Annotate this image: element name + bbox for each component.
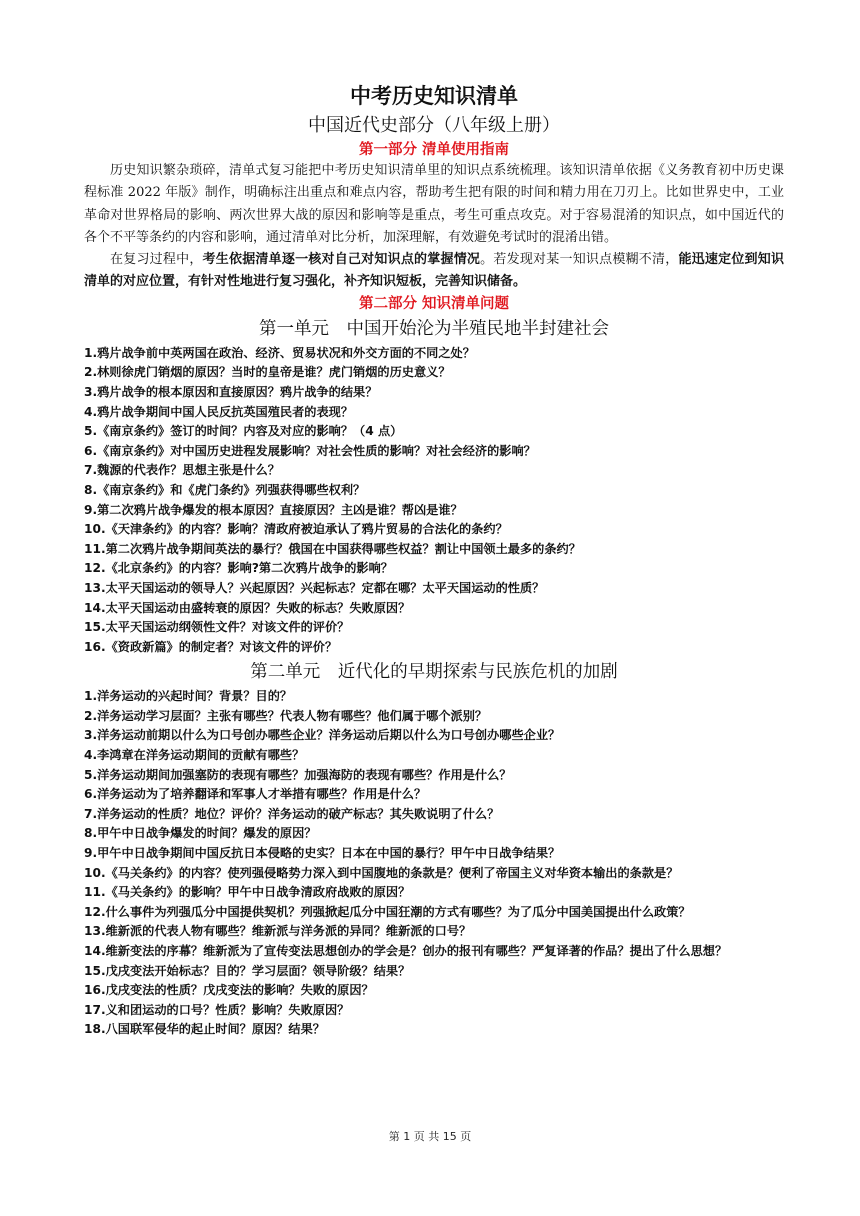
part2-heading: 第二部分 知识清单问题	[358, 295, 510, 312]
question-item: 14.太平天国运动由盛转衰的原因？失败的标志？失败原因？	[84, 600, 411, 615]
question-item: 4.李鸿章在洋务运动期间的贡献有哪些？	[84, 748, 305, 763]
question-item: 1.鸦片战争前中英两国在政治、经济、贸易状况和外交方面的不同之处？	[84, 345, 475, 360]
question-item: 15.太平天国运动纲领性文件？对该文件的评价？	[84, 620, 350, 635]
para2-text-a: 在复习过程中，	[110, 252, 203, 268]
question-item: 2.洋务运动学习层面？主张有哪些？代表人物有哪些？他们属于哪个派别？	[84, 708, 488, 723]
question-item: 12.《北京条约》的内容？影响?第二次鸦片战争的影响？	[84, 561, 393, 576]
question-item: 10.《马关条约》的内容？使列强侵略势力深入到中国腹地的条款是？便利了帝国主义对华资本输出的条款是？	[84, 865, 679, 880]
para2-text-d: 能迅速定位到知识清单的对应位置，有针对性地进行复习强化，补齐知识短板，完善知识储备。	[84, 252, 784, 290]
question-item: 14.维新变法的序幕？维新派为了宣传变法思想创办的学会是？创办的报刊有哪些？严复译著的作品？提出了什么思想？	[84, 944, 728, 958]
unit2-title: 第二单元 近代化的早期探索与民族危机的加剧	[250, 662, 618, 683]
unit1-title: 第一单元 中国开始沦为半殖民地半封建社会	[259, 318, 609, 339]
question-item: 9.甲午中日战争期间中国反抗日本侵略的史实？日本在中国的暴行？甲午中日战争结果？	[84, 846, 561, 861]
document-title: 中考历史知识清单	[350, 84, 518, 108]
question-item: 16.戊戌变法的性质？戊戌变法的影响？失败的原因？	[84, 983, 374, 998]
question-item: 18.八国联军侵华的起止时间？原因？结果？	[84, 1022, 325, 1037]
question-item: 13.太平天国运动的领导人？兴起原因？兴起标志？定都在哪？太平天国运动的性质？	[84, 580, 545, 595]
question-item: 7.魏源的代表作？思想主张是什么？	[84, 463, 280, 478]
para2-text-c: 。若发现对某一知识点模糊不清，	[480, 252, 679, 268]
page-number-footer: 第 1 页 共 15 页	[388, 1130, 472, 1143]
question-item: 2.林则徐虎门销烟的原因？当时的皇帝是谁？虎门销烟的历史意义？	[84, 365, 451, 380]
para2-text-b: 考生依据清单逐一核对自己对知识点的掌握情况	[202, 252, 481, 268]
question-item: 3.洋务运动前期以什么为口号创办哪些企业？洋务运动后期以什么为口号创办哪些企业？	[84, 728, 561, 743]
question-item: 5.《南京条约》签订的时间？内容及对应的影响？（4 点）	[84, 424, 403, 439]
question-item: 9.第二次鸦片战争爆发的根本原因？直接原因？主凶是谁？帮凶是谁？	[84, 502, 463, 517]
question-item: 1.洋务运动的兴起时间？背景？目的？	[84, 689, 293, 704]
part1-heading: 第一部分 清单使用指南	[358, 142, 510, 158]
part1-paragraph-1: 历史知识繁杂琐碎，清单式复习能把中考历史知识清单里的知识点系统梳理。该知识清单依据《义务教育初中历史课程标准 2022 年版》制作，明确标注出重点和难点内容，帮助考生把有限的时间和精力用在刀刃上。比如世界史中，工业革命对世界格局的影响、两次世界大战的原因和影响等是重点，考生可重点攻克。对于容易混淆的知识点，如中国近代的各个不平等条约的内容和影响，通过清单对比分析，加深理解，有效避免考试时的混淆出错。	[84, 163, 784, 245]
part1-paragraph-2	[84, 249, 784, 294]
question-item: 10.《天津条约》的内容？影响？清政府被迫承认了鸦片贸易的合法化的条约？	[84, 522, 508, 537]
question-item: 6.《南京条约》对中国历史进程发展影响？对社会性质的影响？对社会经济的影响？	[84, 443, 536, 458]
question-item: 17.义和团运动的口号？性质？影响？失败原因？	[84, 1002, 350, 1017]
question-item: 5.洋务运动期间加强塞防的表现有哪些？加强海防的表现有哪些？作用是什么？	[84, 767, 512, 782]
question-item: 16.《资政新篇》的制定者？对该文件的评价？	[84, 639, 338, 654]
question-item: 12.什么事件为列强瓜分中国提供契机？列强掀起瓜分中国狂潮的方式有哪些？为了瓜分中国美国提出什么政策？	[84, 904, 691, 919]
question-item: 11.《马关条约》的影响？甲午中日战争清政府战败的原因？	[84, 885, 411, 900]
question-item: 13.维新派的代表人物有哪些？维新派与洋务派的异同？维新派的口号？	[84, 924, 472, 939]
question-item: 15.戊戌变法开始标志？目的？学习层面？领导阶级？结果？	[84, 963, 411, 978]
question-item: 7.洋务运动的性质？地位？评价？洋务运动的破产标志？其失败说明了什么？	[84, 806, 500, 821]
question-item: 8.甲午中日战争爆发的时间？爆发的原因？	[84, 826, 317, 841]
unit2-question-list	[84, 687, 784, 1040]
question-item: 8.《南京条约》和《虎门条约》列强获得哪些权利？	[84, 482, 366, 497]
unit1-question-list	[84, 344, 784, 658]
question-item: 6.洋务运动为了培养翻译和军事人才举措有哪些？作用是什么？	[84, 787, 427, 802]
document-page	[84, 80, 784, 1040]
question-item: 3.鸦片战争的根本原因和直接原因？鸦片战争的结果？	[84, 384, 378, 399]
question-item: 11.第二次鸦片战争期间英法的暴行？俄国在中国获得哪些权益？割让中国领土最多的条约？	[84, 541, 581, 556]
question-item: 4.鸦片战争期间中国人民反抗英国殖民者的表现？	[84, 404, 354, 419]
document-subtitle: 中国近代史部分（八年级上册）	[308, 115, 560, 136]
